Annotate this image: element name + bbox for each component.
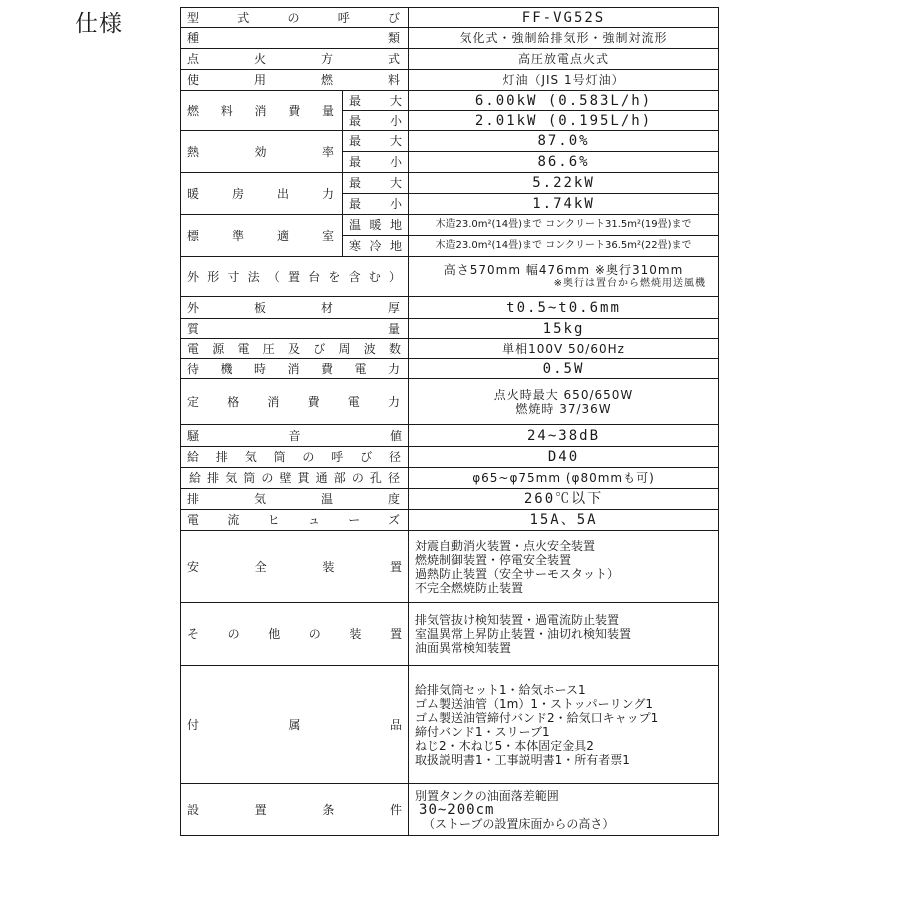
rated-line-1: 点火時最大 650/650W <box>493 387 634 402</box>
row-thickness <box>181 297 719 319</box>
efficiency-max-value: 87.0% <box>409 131 719 152</box>
other-line: 室温異常上昇防止装置・油切れ検知装置 <box>415 627 632 641</box>
output-min-value: 1.74kW <box>409 194 719 215</box>
output-min-label: 最小 <box>343 194 409 215</box>
row-room-warm <box>181 215 719 236</box>
dimensions-label: 外形寸法（置台を含む） <box>181 257 409 297</box>
accessories-line: 給排気筒セット1・給気ホース1 <box>415 682 586 697</box>
output-label: 暖房出力 <box>181 173 343 215</box>
accessories-line: 取扱説明書1・工事説明書1・所有者票1 <box>415 752 630 767</box>
accessories-line: 締付バンド1・スリーブ1 <box>415 724 550 739</box>
other-label: その他の装置 <box>181 603 409 666</box>
install-line: （ストーブの設置床面からの高さ） <box>423 816 615 831</box>
safety-cell <box>409 531 719 603</box>
pipe-value: D40 <box>409 447 719 468</box>
noise-value: 24~38dB <box>409 425 719 447</box>
dimensions-cell <box>409 257 719 297</box>
row-ignition <box>181 49 719 70</box>
consumption-max-label: 最大 <box>343 91 409 111</box>
thickness-label: 外板材厚 <box>181 297 409 319</box>
output-max-label: 最大 <box>343 173 409 194</box>
accessories-line: ゴム製送油管（1m）1・ストッパーリング1 <box>415 696 654 711</box>
spec-table <box>180 7 719 836</box>
accessories-label: 付属品 <box>181 666 409 784</box>
row-fuse <box>181 510 719 531</box>
room-label: 標準適室 <box>181 215 343 257</box>
safety-line: 過熱防止装置（安全サーモスタット） <box>415 566 620 581</box>
exhaust-value: 260℃以下 <box>409 489 719 510</box>
rated-line-2: 燃焼時 37/36W <box>515 401 612 416</box>
ignition-value: 高圧放電点火式 <box>409 49 719 70</box>
power-value: 単相100V 50/60Hz <box>409 339 719 359</box>
install-label: 設置条件 <box>181 784 409 836</box>
accessories-line: ゴム製送油管締付バンド2・給気口キャップ1 <box>415 710 659 725</box>
row-model <box>181 8 719 28</box>
row-exhaust <box>181 489 719 510</box>
consumption-max-value: 6.00kW (0.583L/h) <box>409 91 719 111</box>
row-fuel <box>181 70 719 91</box>
safety-line: 燃焼制御装置・停電安全装置 <box>415 552 572 567</box>
row-accessories <box>181 666 719 784</box>
room-cold-label: 寒冷地 <box>343 236 409 257</box>
fuse-value: 15A、5A <box>409 510 719 531</box>
row-output-max <box>181 173 719 194</box>
row-install <box>181 784 719 836</box>
consumption-min-label: 最小 <box>343 111 409 131</box>
mass-label: 質量 <box>181 319 409 339</box>
row-noise <box>181 425 719 447</box>
page-heading: 仕様 <box>75 11 123 37</box>
room-cold-value: 木造23.0m²(14畳)まで コンクリート36.5m²(22畳)まで <box>409 236 719 257</box>
mass-value: 15kg <box>409 319 719 339</box>
room-warm-value: 木造23.0m²(14畳)まで コンクリート31.5m²(19畳)まで <box>409 215 719 236</box>
row-pipe <box>181 447 719 468</box>
row-type <box>181 28 719 49</box>
install-cell <box>409 784 719 836</box>
accessories-line: ねじ2・木ねじ5・本体固定金具2 <box>415 738 594 753</box>
exhaust-label: 排気温度 <box>181 489 409 510</box>
type-value: 気化式・強制給排気形・強制対流形 <box>409 28 719 49</box>
ignition-label: 点火方式 <box>181 49 409 70</box>
model-label: 型式の呼び <box>181 8 409 28</box>
safety-label: 安全装置 <box>181 531 409 603</box>
install-line: 30~200cm <box>419 801 495 818</box>
efficiency-min-value: 86.6% <box>409 152 719 173</box>
fuel-label: 使用燃料 <box>181 70 409 91</box>
accessories-cell <box>409 666 719 784</box>
other-cell <box>409 603 719 666</box>
consumption-label: 燃料消費量 <box>181 91 343 131</box>
thickness-value: t0.5~t0.6mm <box>409 297 719 319</box>
row-efficiency-max <box>181 131 719 152</box>
safety-line: 不完全燃焼防止装置 <box>415 580 524 595</box>
row-power <box>181 339 719 359</box>
row-safety <box>181 531 719 603</box>
model-value: FF-VG52S <box>409 8 719 28</box>
pipe-label: 給排気筒の呼び径 <box>181 447 409 468</box>
rated-cell <box>409 379 719 425</box>
standby-label: 待機時消費電力 <box>181 359 409 379</box>
output-max-value: 5.22kW <box>409 173 719 194</box>
dimensions-note: ※奥行は置台から燃焼用送風機 <box>553 277 707 289</box>
efficiency-max-label: 最大 <box>343 131 409 152</box>
other-line: 排気管抜け検知装置・過電流防止装置 <box>415 613 620 627</box>
row-other <box>181 603 719 666</box>
efficiency-min-label: 最小 <box>343 152 409 173</box>
standby-value: 0.5W <box>409 359 719 379</box>
row-consumption-max <box>181 91 719 111</box>
fuse-label: 電流ヒューズ <box>181 510 409 531</box>
hole-value: φ65~φ75mm (φ80mmも可) <box>409 468 719 489</box>
row-standby <box>181 359 719 379</box>
consumption-min-value: 2.01kW (0.195L/h) <box>409 111 719 131</box>
hole-label: 給排気筒の壁貫通部の孔径 <box>181 468 409 489</box>
other-line: 油面異常検知装置 <box>415 641 512 655</box>
dimensions-value: 高さ570mm 幅476mm ※奥行310mm <box>443 262 684 277</box>
efficiency-label: 熱効率 <box>181 131 343 173</box>
power-label: 電源電圧及び周波数 <box>181 339 409 359</box>
row-hole <box>181 468 719 489</box>
row-rated <box>181 379 719 425</box>
type-label: 種類 <box>181 28 409 49</box>
row-dimensions <box>181 257 719 297</box>
room-warm-label: 温暖地 <box>343 215 409 236</box>
noise-label: 騒音値 <box>181 425 409 447</box>
row-mass <box>181 319 719 339</box>
fuel-value: 灯油（JIS 1号灯油） <box>409 70 719 91</box>
safety-line: 対震自動消火装置・点火安全装置 <box>415 538 596 553</box>
install-line: 別置タンクの油面落差範囲 <box>415 788 559 803</box>
rated-label: 定格消費電力 <box>181 379 409 425</box>
